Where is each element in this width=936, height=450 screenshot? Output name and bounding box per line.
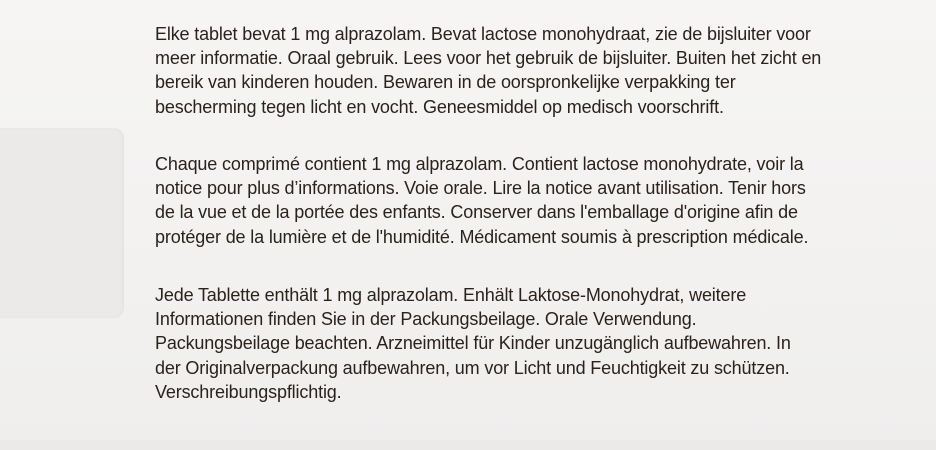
carton-bottom-edge (0, 440, 936, 450)
carton-fold-shadow (0, 128, 124, 318)
german-instructions-paragraph: Jede Tablette enthält 1 mg alprazolam. Enhält Laktose-Monohydrat, weitere Informationen finden Sie in der Packungsbeilage. Orale Verwendung. Packungsbeilage beachten. Arzneimittel für Kinder unzugänglich aufbewahren. In der Originalverpackung aufbewahren, um vor Licht und Feuchtigkeit zu schützen. Verschreibungspflichtig. (155, 285, 791, 402)
french-instructions-paragraph: Chaque comprimé contient 1 mg alprazolam. Contient lactose monohydrate, voir la notice pour plus d’informations. Voie orale. Lire la notice avant utilisation. Tenir hors de la vue et de la portée des enfants. Conserver dans l'emballage d'origine afin de protéger de la lumière et de l'humidité. Médicament soumis à prescription médicale. (155, 154, 809, 247)
dutch-instructions-paragraph: Elke tablet bevat 1 mg alprazolam. Bevat lactose monohydraat, zie de bijsluiter voor meer informatie. Oraal gebruik. Lees voor het gebruik de bijsluiter. Buiten het zicht en bereik van kinderen houden. Bewaren in de oorspronkelijke verpakking ter bescherming tegen licht en vocht. Geneesmiddel op medisch voorschrift. (155, 24, 822, 117)
